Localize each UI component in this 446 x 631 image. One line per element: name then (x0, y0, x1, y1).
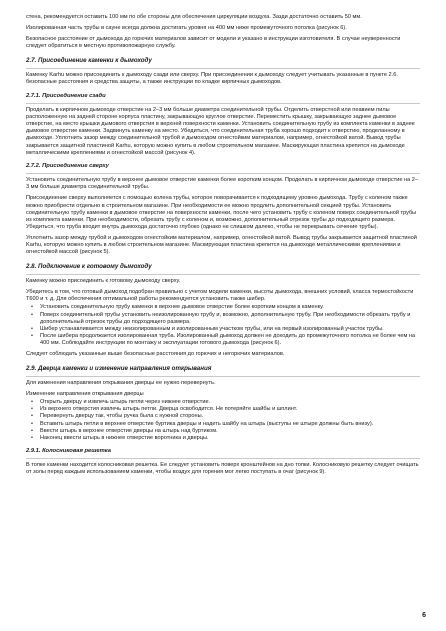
section-divider (26, 68, 420, 69)
section-paragraph: Каменку можно присоединить к готовому дымоходу сверху. (26, 278, 181, 285)
section-divider (26, 458, 420, 459)
page-number: 6 (422, 612, 426, 619)
section-paragraph: Изменение направления открывания дверцы (26, 391, 144, 398)
section-paragraph: В топке каменки находится колосниковая решетка. Ее следует установить поверх кронштейнов на дно топки. Колосниковую решетку следует очищать от золы перед каждым использованием каменки, чтобы воздух для горения мог легко поступать в очаг (рисунок 9). (26, 462, 419, 476)
page-content (26, 14, 420, 481)
list-item: • Установить соединительную трубу каменки в верхнее дымовое отверстие более коротким концом в каменку. (31, 304, 324, 311)
list-item: • Поверх соединительной трубы установить неизолированную трубу и, возможно, дополнительную трубу. При необходимости обрезать трубу и дополнительный отрезок трубы до подходящего размера. (31, 311, 411, 325)
list-item: • Вставить штырь петли в верхнее отверстие буртика дверцы и надеть шайбу на штырь (выступы не штыре должны быть внизу). (31, 420, 374, 427)
section-divider (26, 376, 420, 377)
intro-paragraph: Безопасное расстояние от дымохода до горючих материалов зависит от модели и указано в инструкции изготовителя. В случае неуверенности следует обратиться в местную противопожарную службу. (26, 36, 401, 50)
section-paragraph: Убедитесь в том, что готовый дымоход подобран правильно с учетом модели каменки, высоты дымохода, внешних условий, класса термостойкости T600 и т. д. Для обеспечения оптимальной работы рекомендуется установить также шибер. (26, 289, 414, 303)
section-paragraph: Уплотнить зазор между трубой и дымоходом огнестойким материалом, например, огнестойкой ватой. Вывод трубы закрывается защитной пластиной Karhu, которую можно купить в любом строительном магазине. Маскирующая пластина крепится на дымоходе металлическими креплениями и огнестойкой массой (рисунок 5). (26, 234, 417, 256)
bullet-list (26, 304, 420, 347)
list-item: • Перевернуть дверцу так, чтобы ручка была с нужной стороны. (31, 413, 204, 420)
section-divider (26, 103, 420, 104)
subsection-heading: 2.9.1. Колосниковая решетка (26, 447, 112, 454)
section-divider (26, 173, 420, 174)
section-paragraph: Присоединение сверху выполняется с помощью колена трубы, которое поворачивается к подходящему уровню дымохода. Трубу с коленом также можно приобрести отдельно в строительном магазине. При необходимости ее можно продлить дополнительной секцией трубы. Установить соединительную трубу каменки в дымовое отверстие на поверхности каменки, после чего установить трубу с коленом поверх соединительной трубы из комплекта каменки. При необходимости, обрезать трубу с коленом и, возможно, дополнительный отрезок трубы до подходящего размера. Убедиться, что труба входит внутрь дымохода достаточно глубоко (однако не слишком далеко, чтобы не перекрывать сечение трубы). (26, 195, 417, 230)
section-heading: 2.9. Дверца каменки и изменение направления открывания (26, 365, 212, 373)
bullet-icon: • (31, 434, 33, 441)
bullet-icon: • (31, 406, 33, 413)
section-paragraph: Для изменения направления открывания дверцы ее нужно перевернуть. (26, 380, 216, 387)
section-heading: 2.8. Подключение к готовому дымоходу (26, 263, 152, 271)
subsection-heading: 2.7.2. Присоединение сверху (26, 162, 109, 169)
bullet-icon: • (31, 399, 33, 406)
bullet-icon: • (31, 427, 33, 434)
bullet-icon: • (31, 304, 33, 311)
bullet-icon: • (31, 413, 33, 420)
section-heading: 2.7. Присоединение каменки к дымоходу (26, 57, 152, 65)
intro-paragraph: стена, рекомендуется оставить 100 мм по обе стороны для обеспечения циркуляции воздуха. Зазди достаточно оставить 50 мм. (26, 14, 362, 20)
bullet-icon: • (31, 332, 33, 339)
list-item: • Шибер устанавливается между неизолированным и изолированным участком трубы, или на первый изолированный участок трубы. (31, 325, 384, 332)
list-item: • Наконец ввести штырь в нижнее отверстие воротника и дверцы. (31, 434, 209, 441)
subsection-heading: 2.7.1. Присоединение сзади (26, 92, 106, 99)
list-item: • Ввести штырь в верхнее отверстие дверцы на штырь над буртиком. (31, 427, 218, 434)
section-paragraph: Каменку Karhu можно присоединить к дымоходу сзади или сверху. При присоединении к дымоходу следует учитывать указанные в пункте 2.6. безопасные расстояния и средства защиты, а также инструкции по кладке кирпичных дымоходов. (26, 72, 398, 86)
section-paragraph: Установить соединительную трубу в верхнее дымовое отверстие каменки более коротким концом. Проделать в кирпичном дымоходе отверстие на 2–3 мм больше диаметра соединительной трубы. (26, 177, 418, 191)
section-paragraph: Следует соблюдать указанные выше безопасные расстояния до горючих и негорючих материалов. (26, 351, 285, 357)
bullet-list (26, 399, 420, 442)
list-item: • После шибера продолжается изолированная труба. Изолированный дымоход должен не доходить до промежуточного потолка не более чем на 400 мм. Соблюдайте инструкции по монтажу и эксплуатации готового дымохода (рисунок 6). (31, 332, 416, 346)
bullet-icon: • (31, 325, 33, 332)
list-item: • Открыть дверцу и извлечь штырь петли через нижнее отверстие. (31, 399, 211, 406)
bullet-icon: • (31, 311, 33, 318)
intro-paragraph: Изолированная часть трубы в сауне всегда должна достигать уровня на 400 мм ниже промежуточного потолка (рисунок 6). (26, 25, 347, 32)
list-item: • Из верхнего отверстия извлечь штырь петли. Дверца освободится. Не потеряйте шайбы и шплинт. (31, 406, 298, 413)
section-paragraph: Проделать в кирпичном дымоходе отверстие на 2–3 мм больше диаметра соединительной трубы. Отделить отверстной или пеавием пилы расположенную на задней стороне корпуса пластину, закрывающую круглое отверстие. Переместить крышку, закрывающую заднее дымовое отверстие, на место крышки дымового отверстия в верхней поверхности каменки. Установить соединительную трубу из комплекта каменки в заднее дымовое отверстие каменки. Задвинуть каменку на место. Убедиться, что соединительная труба хорошо подходит к отверстию, проделанному в дымоходе. Уплотнить зазор между соединительной трубой и дымоходом огнестойким материалом, например, огнестойкой ватой. Вывод трубы закрывается защитной пластиной Karhu, которую можно купить в любом строительном магазине. Маскирующая пластина крепится на дымоходе металлическими креплениями и огнестойкой массой (рисунок 4). (26, 107, 415, 156)
bullet-icon: • (31, 420, 33, 427)
section-divider (26, 274, 420, 275)
